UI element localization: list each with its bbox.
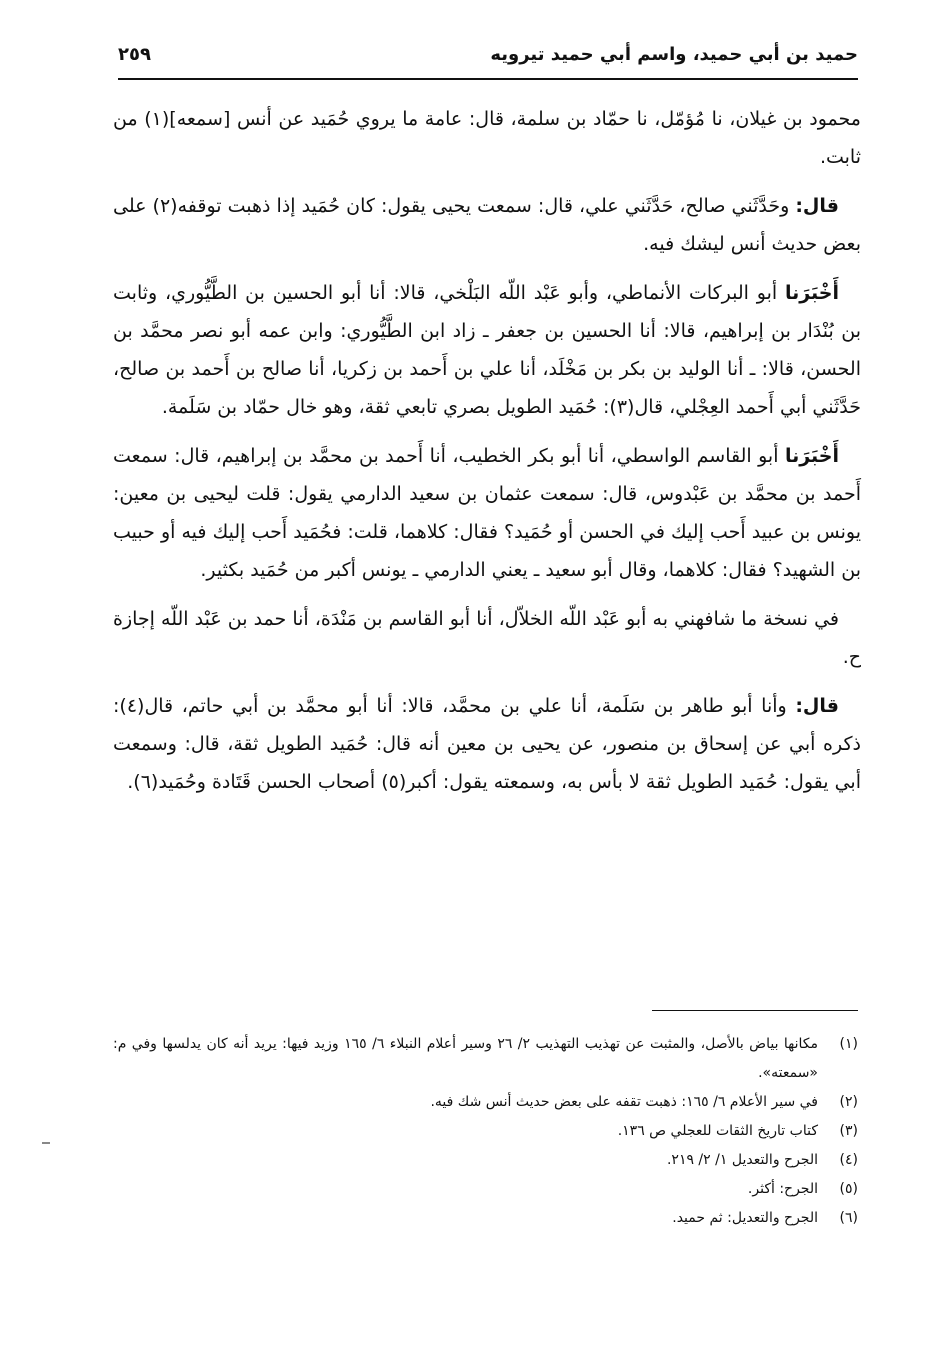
- footnote-number: (٦): [839, 1210, 858, 1226]
- main-text: [113, 100, 861, 812]
- footnote-number: (٥): [839, 1181, 858, 1197]
- footnote-separator: [652, 1010, 858, 1011]
- page-number: ٢٥٩: [118, 44, 151, 65]
- footnote-text: الجرح: أكثر.: [747, 1181, 818, 1197]
- footnote-4: [113, 1146, 858, 1175]
- paragraph-2: [113, 187, 861, 263]
- paragraph-5: [113, 600, 861, 676]
- footnote-5: [113, 1175, 858, 1204]
- paragraph-text: محمود بن غيلان، نا مُؤمّل، نا حمّاد بن سلمة، قال: عامة ما يروي حُمَيد عن أنس [سمعه](١) من ثابت.: [113, 108, 861, 168]
- footnote-6: [113, 1204, 858, 1233]
- paragraph-4: [113, 437, 861, 589]
- paragraph-text: وأنا أبو طاهر بن سَلَمة، أنا علي بن محمَّد، قالا: أنا أبو محمَّد بن أبي حاتم، قال(٤): ذكره أبي عن إسحاق بن منصور، عن يحيى بن معين أنه قال: حُمَيد الطويل ثقة، قال: وسمعت أبي يقول: حُمَيد الطويل ثقة لا بأس به، وسمعته يقول: أكبر(٥) أصحاب الحسن قَتَادة وحُمَيد(٦).: [113, 695, 861, 793]
- footnote-text: مكانها بياض بالأصل، والمثبت عن تهذيب التهذيب ٢/ ٢٦ وسير أعلام النبلاء ٦/ ١٦٥ وزيد فيها: يريد أنه كان يدلسها وفي م: «سمعته».: [113, 1036, 819, 1081]
- paragraph-text: في نسخة ما شافهني به أبو عَبْد اللّه الخلاّل، أنا أبو القاسم بن مَنْدَة، أنا حمد بن عَبْد اللّه إجازة ح.: [113, 608, 861, 668]
- footnote-number: (٢): [839, 1094, 858, 1110]
- footnotes: [113, 1030, 858, 1233]
- paragraph-text: وحَدَّثَني صالح، حَدَّثَني علي، قال: سمعت يحيى يقول: كان حُمَيد إذا ذهبت توقفه(٢) على بعض حديث أنس ليشك فيه.: [113, 195, 861, 255]
- margin-mark: [42, 1142, 50, 1144]
- page-header: [118, 40, 858, 76]
- paragraph-3: [113, 274, 861, 426]
- footnote-number: (٤): [839, 1152, 858, 1168]
- footnote-3: [113, 1117, 858, 1146]
- paragraph-lead: أَخْبَرَنا: [784, 445, 839, 467]
- paragraph-lead: أَخْبَرَنا: [784, 282, 839, 304]
- paragraph-6: [113, 687, 861, 801]
- paragraph-text: أبو البركات الأنماطي، وأبو عَبْد اللّه البَلْخي، قالا: أنا أبو الحسين بن الطَّيُّوري، وثابت بن بُنْدَار بن إبراهيم، قالا: أنا الحسين بن جعفر ـ زاد ابن الطَّيُّوري: وابن عمه أبو نصر محمَّد بن الحسن، قالا: ـ أنا الوليد بن بكر بن مَخْلَد، أنا علي بن أَحمد بن زكريا، أنا صالح بن أَحمد بن صالح، حَدَّثَني أبي أَحمد العِجْلي، قال(٣): حُمَيد الطويل بصري تابعي ثقة، وهو خال حمّاد بن سَلَمة.: [113, 282, 861, 418]
- running-title: حميد بن أبي حميد، واسم أبي حميد تيرويه: [490, 44, 858, 65]
- footnote-text: كتاب تاريخ الثقات للعجلي ص ١٣٦.: [617, 1123, 818, 1139]
- paragraph-lead: قال:: [795, 195, 839, 217]
- paragraph-1: [113, 100, 861, 176]
- footnote-1: [113, 1030, 858, 1088]
- paragraph-text: أبو القاسم الواسطي، أنا أبو بكر الخطيب، أنا أَحمد بن محمَّد بن إبراهيم، قال: سمعت أَحمد بن محمَّد بن عَبْدوس، قال: سمعت عثمان بن سعيد الدارمي يقول: قلت ليحيى بن معين: يونس بن عبيد أَحب إليك في الحسن أو حُمَيد؟ فقال: كلاهما، قلت: فحُمَيد أَحب إليك فيه أو حبيب بن الشهيد؟ فقال: كلاهما، وقال أبو سعيد ـ يعني الدارمي ـ يونس أكبر من حُمَيد بكثير.: [113, 445, 861, 581]
- footnote-text: في سير الأعلام ٦/ ١٦٥: ذهبت تقفه على بعض حديث أنس شك فيه.: [430, 1094, 818, 1110]
- footnote-2: [113, 1088, 858, 1117]
- header-rule: [118, 78, 858, 80]
- footnote-text: الجرح والتعديل: ثم حميد.: [672, 1210, 818, 1226]
- footnote-number: (١): [839, 1036, 858, 1052]
- paragraph-lead: قال:: [795, 695, 839, 717]
- footnote-number: (٣): [839, 1123, 858, 1139]
- footnote-text: الجرح والتعديل ١/ ٢/ ٢١٩.: [666, 1152, 818, 1168]
